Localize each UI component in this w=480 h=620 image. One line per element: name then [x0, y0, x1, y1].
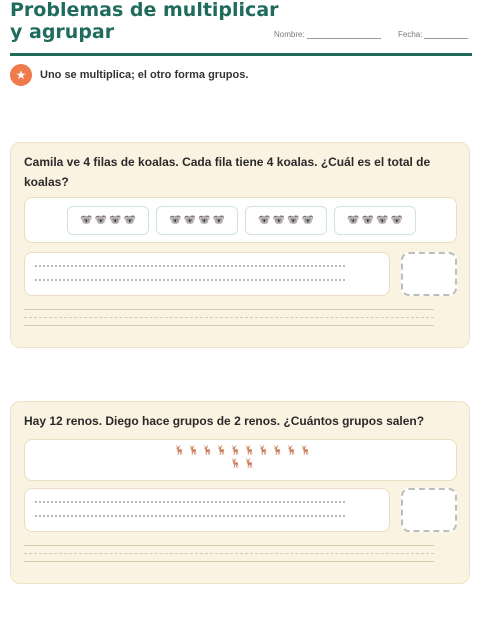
- koala-icon: 🐨: [123, 214, 136, 226]
- reindeer-icon: 🦌: [244, 446, 256, 456]
- koala-group: [334, 206, 416, 235]
- koala-icon: 🐨: [390, 214, 403, 226]
- reindeer-icon: 🦌: [258, 446, 270, 456]
- writing-line[interactable]: [24, 561, 434, 562]
- koala-icon: 🐨: [258, 214, 271, 226]
- writing-line[interactable]: [24, 325, 434, 326]
- reindeer-picture-box: [24, 439, 457, 481]
- problem-card-2: [10, 401, 470, 584]
- koala-icon: 🐨: [361, 214, 374, 226]
- worksheet-header: [10, 0, 472, 56]
- koala-icon: 🐨: [183, 214, 196, 226]
- koala-picture-box: [24, 197, 457, 243]
- reindeer-icon: 🦌: [230, 459, 242, 469]
- problem-1-question: Camila ve 4 filas de koalas. Cada fila tiene 4 koalas. ¿Cuál es el total de koalas?: [24, 155, 431, 189]
- koala-icon: 🐨: [287, 214, 300, 226]
- reindeer-icon: 🦌: [230, 446, 242, 456]
- name-field[interactable]: [274, 30, 381, 39]
- koala-icon: 🐨: [347, 214, 360, 226]
- koala-icon: 🐨: [109, 214, 122, 226]
- problem-2-question: Hay 12 renos. Diego hace grupos de 2 renos. ¿Cuántos grupos salen?: [24, 414, 425, 428]
- instruction-row: [10, 63, 248, 87]
- reindeer-icon: 🦌: [202, 446, 214, 456]
- date-line[interactable]: [424, 31, 468, 39]
- dotted-line: [35, 501, 345, 503]
- koala-icon: 🐨: [301, 214, 314, 226]
- reindeer-icon: 🦌: [300, 446, 312, 456]
- dotted-line: [35, 515, 345, 517]
- koala-icon: 🐨: [212, 214, 225, 226]
- koala-icon: 🐨: [272, 214, 285, 226]
- koala-icon: 🐨: [80, 214, 93, 226]
- reindeer-icon: 🦌: [244, 459, 256, 469]
- reindeer-icon: 🦌: [272, 446, 284, 456]
- problem-2-work-area[interactable]: [24, 488, 390, 532]
- koala-group: [245, 206, 327, 235]
- name-line[interactable]: [307, 31, 381, 39]
- koala-group: [156, 206, 238, 235]
- koala-icon: 🐨: [198, 214, 211, 226]
- reindeer-icon: 🦌: [286, 446, 298, 456]
- worksheet-title: Problemas de multiplicar y agrupar: [10, 0, 279, 43]
- dotted-line: [35, 265, 345, 267]
- writing-line[interactable]: [24, 545, 434, 546]
- koala-icon: 🐨: [169, 214, 182, 226]
- dotted-line: [35, 279, 345, 281]
- writing-line[interactable]: [24, 317, 434, 318]
- name-label: Nombre:: [274, 30, 305, 39]
- date-label: Fecha:: [398, 30, 423, 39]
- instruction-text: Uno se multiplica; el otro forma grupos.: [40, 69, 249, 81]
- date-field[interactable]: [398, 30, 468, 39]
- koala-icon: 🐨: [94, 214, 107, 226]
- problem-card-1: [10, 142, 470, 348]
- reindeer-icon: 🦌: [188, 446, 200, 456]
- koala-icon: 🐨: [376, 214, 389, 226]
- reindeer-grid: [173, 446, 313, 470]
- problem-1-answer-box[interactable]: [401, 252, 457, 296]
- reindeer-icon: 🦌: [174, 446, 186, 456]
- star-icon: ★: [10, 64, 32, 86]
- problem-2-answer-box[interactable]: [401, 488, 457, 532]
- koala-group: [67, 206, 149, 235]
- writing-line[interactable]: [24, 309, 434, 310]
- reindeer-icon: 🦌: [216, 446, 228, 456]
- problem-1-work-area[interactable]: [24, 252, 390, 296]
- writing-line[interactable]: [24, 553, 434, 554]
